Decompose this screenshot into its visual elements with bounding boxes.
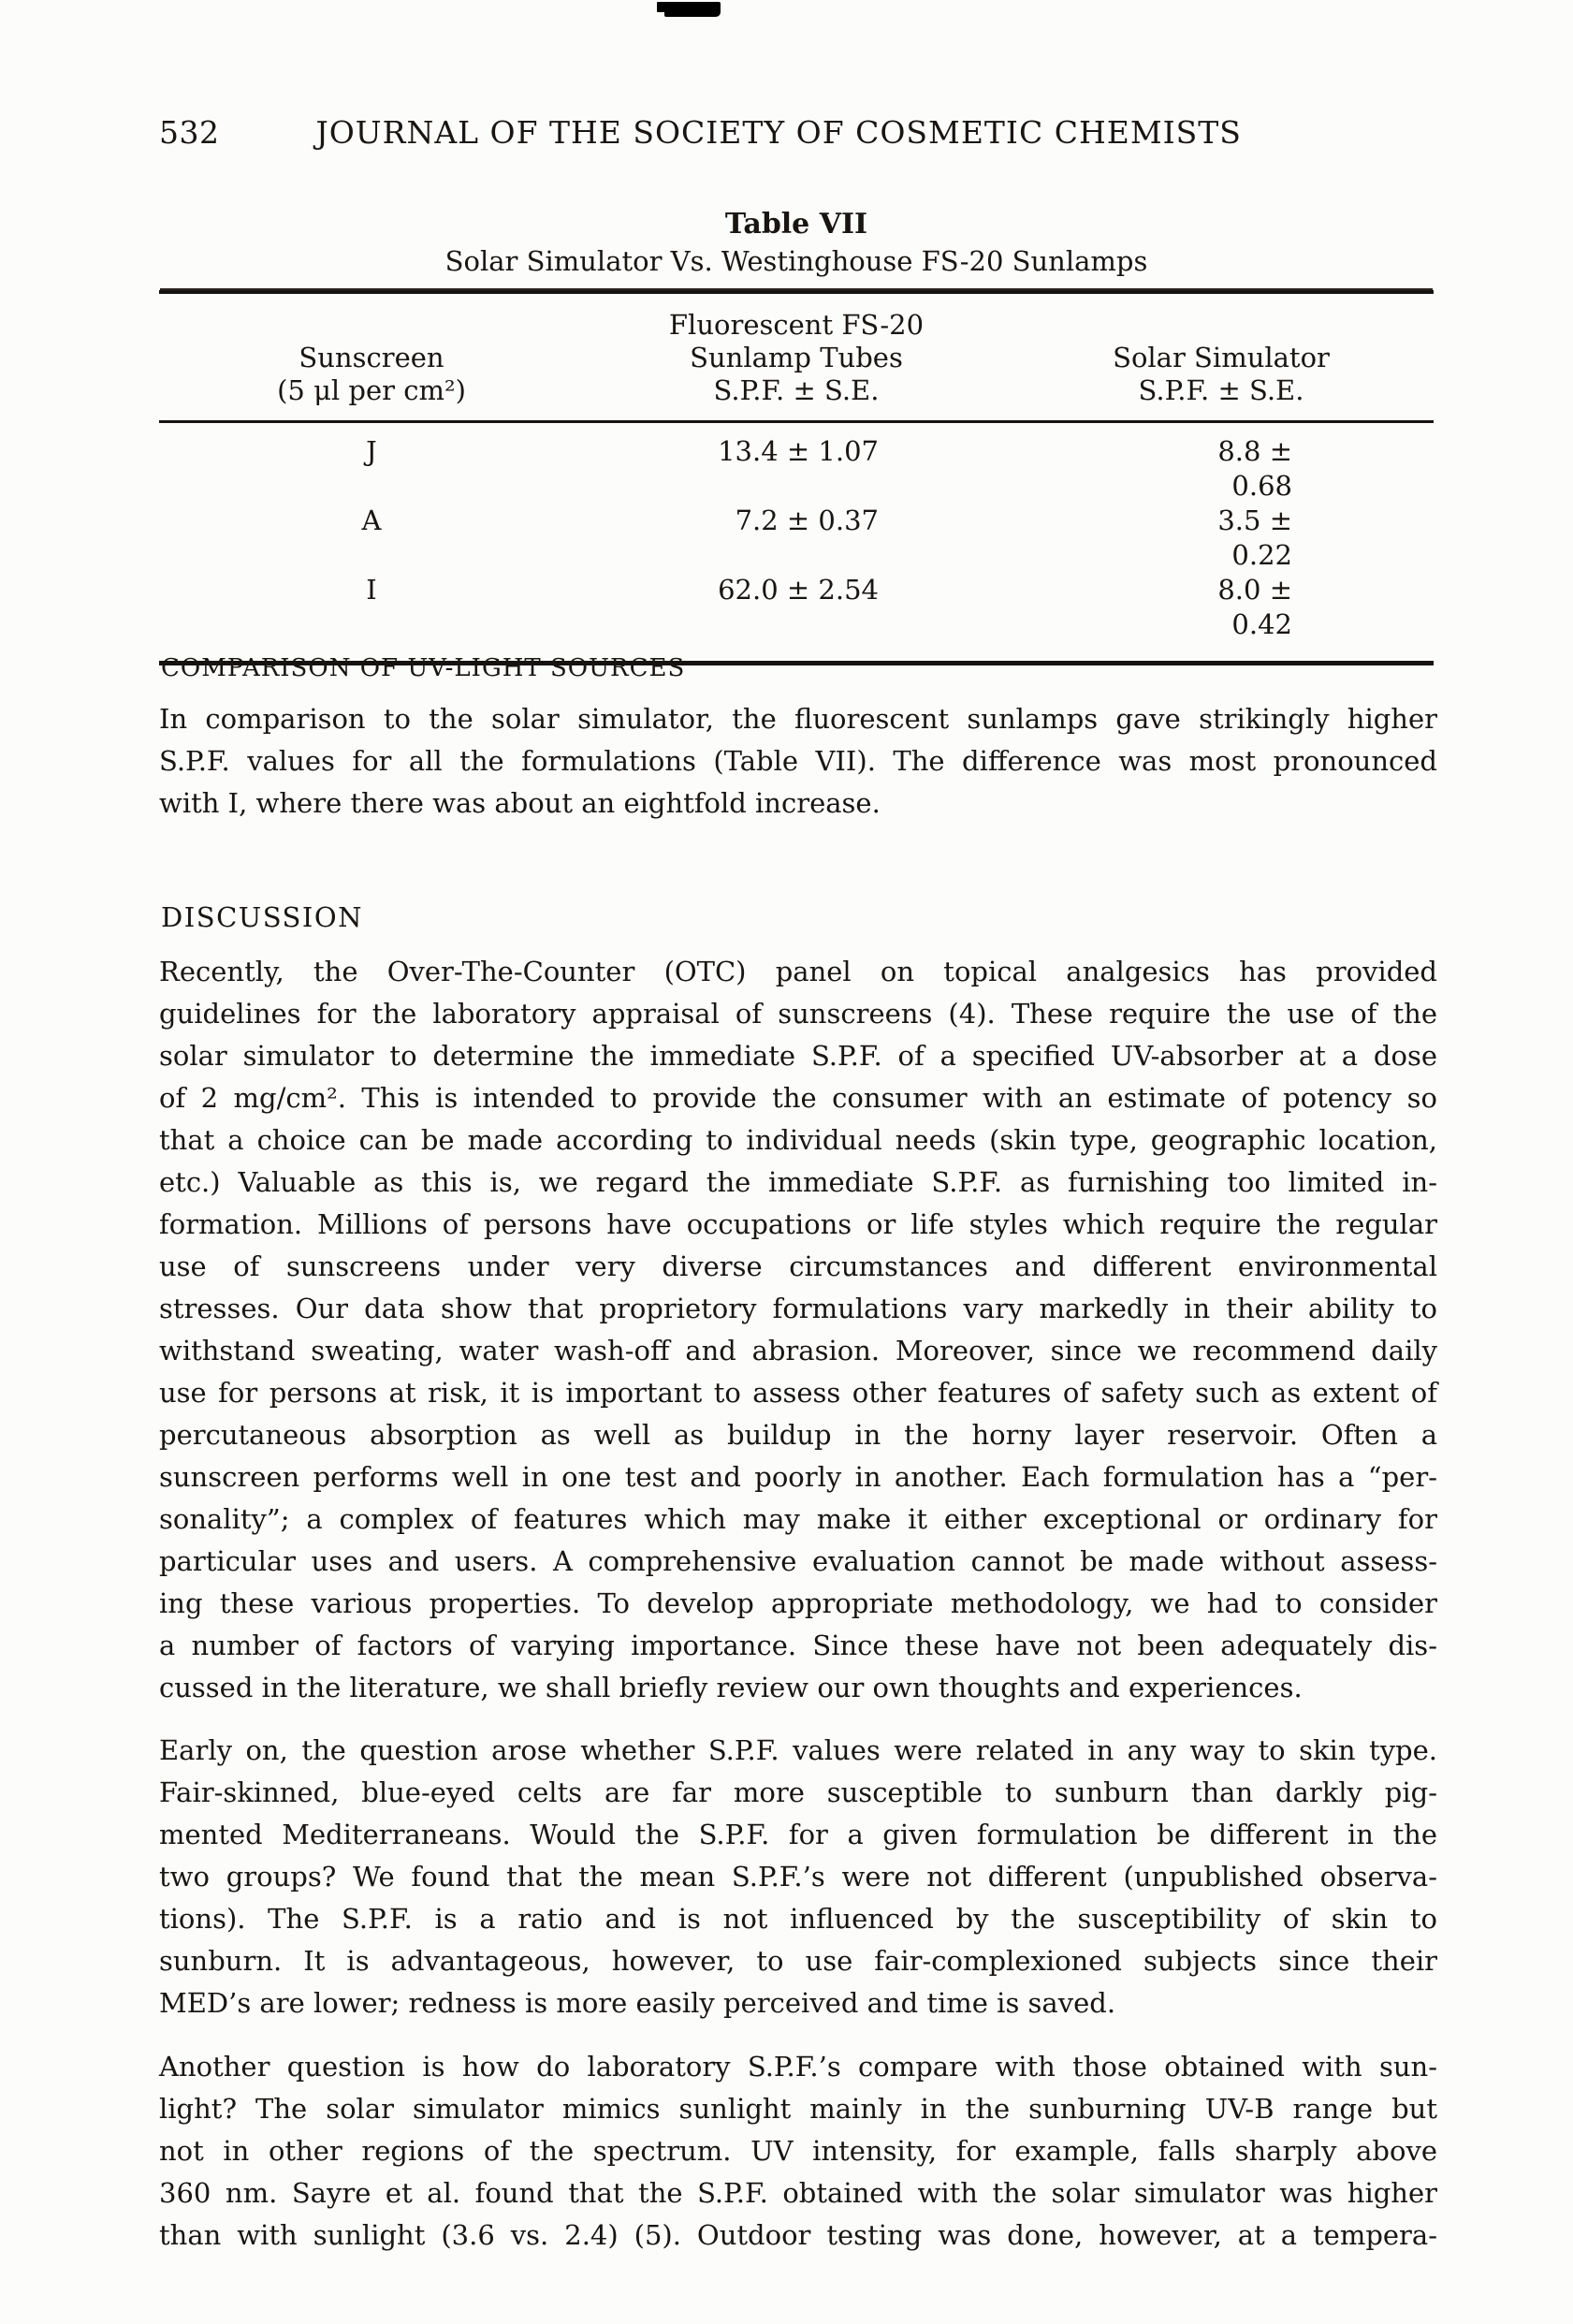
text-line: of 2 mg/cm². This is intended to provide the consumer with an estimate of potency so — [159, 1082, 1437, 1114]
section-heading-comparison: COMPARISON OF UV-LIGHT SOURCES — [161, 654, 686, 682]
cell-fs20-spf — [584, 434, 1009, 504]
text-line: stresses. Our data show that proprietory formulations vary markedly in their ability to — [159, 1293, 1437, 1324]
spf-value: 8.0 ± 0.42 — [1217, 574, 1292, 640]
spf-value: 7.2 ± 0.37 — [735, 504, 879, 536]
text-line: Another question is how do laboratory S.P.F.’s compare with those obtained with sun- — [159, 2051, 1437, 2083]
text-line: S.P.F. values for all the formulations (Table VII). The difference was most pronounced — [159, 745, 1437, 777]
text-line: that a choice can be made according to individual needs (skin type, geographic location, — [159, 1124, 1437, 1156]
journal-running-title: JOURNAL OF THE SOCIETY OF COSMETIC CHEMISTS — [315, 114, 1242, 151]
column-header-line: Fluorescent FS-20 — [668, 309, 925, 341]
spf-value: 8.8 ± 0.68 — [1217, 435, 1292, 502]
column-header-sunscreen — [159, 342, 584, 407]
cell-fs20-spf — [584, 504, 1009, 573]
text-line: ing these various properties. To develop appropriate methodology, we had to consider — [159, 1587, 1437, 1619]
text-line: sunscreen performs well in one test and poorly in another. Each formulation has a “per- — [159, 1461, 1437, 1493]
cell-sunscreen: J — [366, 435, 377, 467]
text-line: solar simulator to determine the immediate S.P.F. of a specified UV-absorber at a dose — [159, 1040, 1437, 1072]
text-line: In comparison to the solar simulator, the fluorescent sunlamps gave strikingly higher — [159, 703, 1437, 735]
text-line: tions). The S.P.F. is a ratio and is not influenced by the susceptibility of skin to — [159, 1903, 1437, 1935]
table-header-row — [159, 294, 1434, 420]
cell-solar-spf — [1009, 504, 1434, 573]
text-line: withstand sweating, water wash-off and abrasion. Moreover, since we recommend daily — [159, 1335, 1437, 1367]
text-line: Fair-skinned, blue-eyed celts are far more susceptible to sunburn than darkly pig- — [159, 1776, 1437, 1808]
column-header-line: (5 μl per cm²) — [277, 374, 466, 406]
text-line: percutaneous absorption as well as buildup in the horny layer reservoir. Often a — [159, 1419, 1437, 1451]
table-subtitle: Solar Simulator Vs. Westinghouse FS-20 Sunlamps — [444, 245, 1148, 277]
text-line: than with sunlight (3.6 vs. 2.4) (5). Outdoor testing was done, however, at a tempera- — [159, 2219, 1437, 2251]
cell-sunscreen: I — [366, 574, 377, 606]
table-row — [159, 573, 1434, 642]
text-line: formation. Millions of persons have occupations or life styles which require the regular — [159, 1208, 1437, 1240]
column-header-line: Solar Simulator — [1113, 342, 1330, 373]
table-vii — [159, 208, 1434, 665]
page-header — [159, 114, 1441, 151]
discussion-paragraph-2 — [159, 1730, 1437, 2024]
text-line: sonality”; a complex of features which may make it either exceptional or ordinary for — [159, 1503, 1437, 1535]
section-heading-discussion: DISCUSSION — [161, 901, 364, 933]
text-line: Early on, the question arose whether S.P.F. values were related in any way to skin type. — [159, 1734, 1437, 1766]
column-header-fs20 — [584, 309, 1009, 407]
column-header-line: Sunlamp Tubes — [690, 342, 903, 373]
cell-solar-spf — [1009, 434, 1434, 504]
text-line: light? The solar simulator mimics sunlight mainly in the sunburning UV-B range but — [159, 2093, 1437, 2125]
text-line: sunburn. It is advantageous, however, to use fair-complexioned subjects since their — [159, 1945, 1437, 1977]
text-line: with I, where there was about an eightfold increase. — [159, 787, 881, 819]
table-row — [159, 504, 1434, 573]
discussion-paragraph-3 — [159, 2046, 1437, 2257]
spf-value: 3.5 ± 0.22 — [1217, 504, 1292, 571]
text-line: use for persons at risk, it is important to assess other features of safety such as extent of — [159, 1377, 1437, 1409]
column-header-line: S.P.F. ± S.E. — [713, 374, 880, 406]
text-line: cussed in the literature, we shall briefly review our own thoughts and experiences. — [159, 1672, 1303, 1703]
text-line: etc.) Valuable as this is, we regard the immediate S.P.F. as furnishing too limited in- — [159, 1166, 1437, 1198]
text-line: use of sunscreens under very diverse circumstances and different environmental — [159, 1250, 1437, 1282]
column-header-line: Sunscreen — [299, 342, 444, 373]
comparison-paragraph — [159, 698, 1437, 825]
text-line: guidelines for the laboratory appraisal of sunscreens (4). These require the use of the — [159, 998, 1437, 1030]
text-line: Recently, the Over-The-Counter (OTC) panel on topical analgesics has provided — [159, 956, 1437, 987]
discussion-paragraph-1 — [159, 951, 1437, 1709]
table-title: Table VII — [724, 208, 868, 241]
redaction-mark — [657, 2, 721, 12]
text-line: particular uses and users. A comprehensive evaluation cannot be made without assess- — [159, 1545, 1437, 1577]
column-header-solar-simulator — [1009, 342, 1434, 407]
table-row — [159, 434, 1434, 504]
cell-sunscreen: A — [361, 504, 382, 536]
text-line: two groups? We found that the mean S.P.F.’s were not different (unpublished observa- — [159, 1861, 1437, 1893]
text-line: mented Mediterraneans. Would the S.P.F. for a given formulation be different in the — [159, 1819, 1437, 1850]
text-line: MED’s are lower; redness is more easily perceived and time is saved. — [159, 1987, 1116, 2019]
column-header-line: S.P.F. ± S.E. — [1138, 374, 1304, 406]
text-line: a number of factors of varying importance. Since these have not been adequately dis- — [159, 1630, 1437, 1661]
text-line: not in other regions of the spectrum. UV intensity, for example, falls sharply above — [159, 2135, 1437, 2167]
cell-fs20-spf — [584, 573, 1009, 642]
spf-value: 13.4 ± 1.07 — [718, 435, 879, 467]
page-number: 532 — [159, 114, 220, 151]
spf-value: 62.0 ± 2.54 — [718, 574, 879, 606]
text-line: 360 nm. Sayre et al. found that the S.P.F. obtained with the solar simulator was higher — [159, 2177, 1437, 2209]
cell-solar-spf — [1009, 573, 1434, 642]
table-body — [159, 423, 1434, 661]
